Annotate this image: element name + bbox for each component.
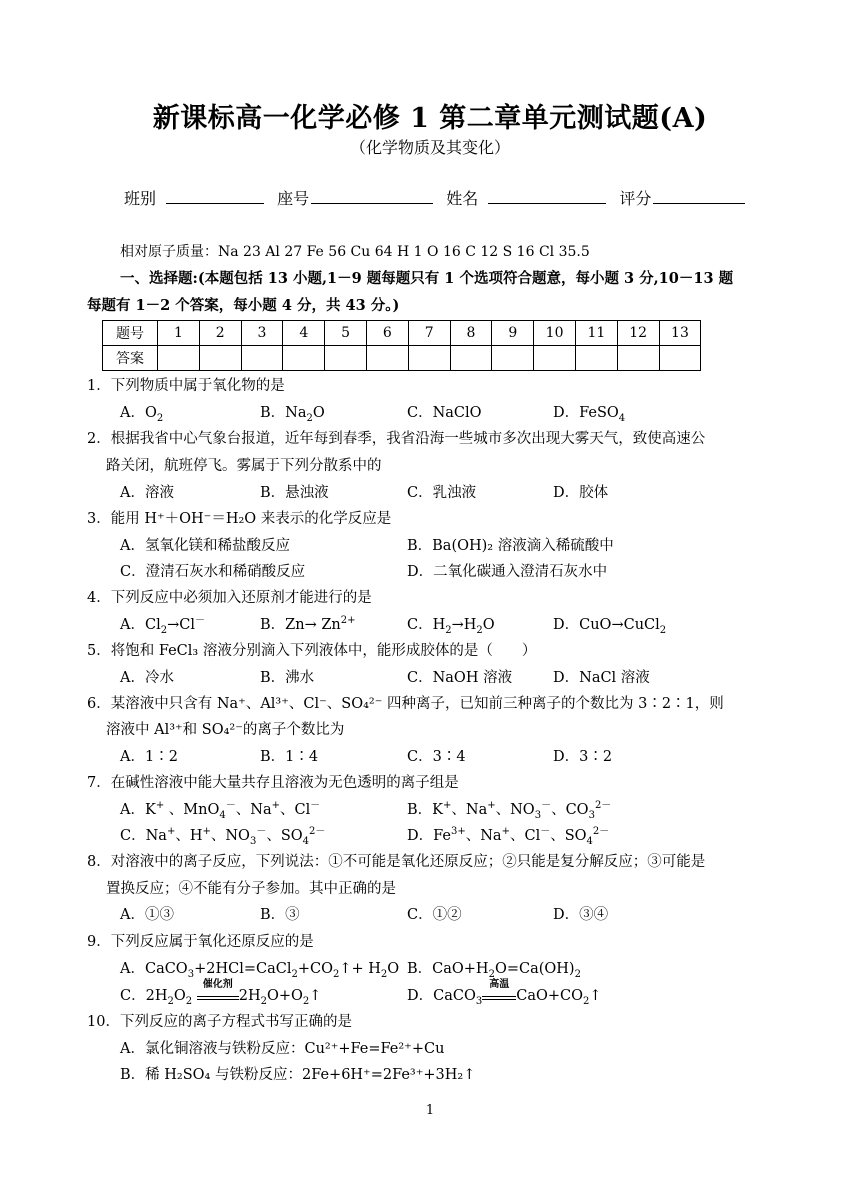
question-number-cell: 11 (575, 321, 617, 346)
question-9: 9．下列反应属于氧化还原反应的是 (87, 934, 314, 950)
question-10: 10．下列反应的离子方程式书写正确的是 (87, 1014, 352, 1030)
question-4: 4．下列反应中必须加入还原剂才能进行的是 (87, 590, 372, 606)
q7-option-d: D．$Fe^{3+}$、Na+、Cl－、$SO_4^{2-}$ (407, 826, 610, 847)
q7-option-b: B．K+、Na+、$NO_3^-$、$CO_3^{2-}$ (407, 800, 612, 821)
answer-cell[interactable] (158, 346, 200, 371)
condition-equals-sign (482, 996, 516, 1000)
high-temp-label: 高温 (489, 979, 510, 990)
question-number-label: 题号 (103, 321, 158, 346)
question-number-cell: 12 (617, 321, 659, 346)
question-number-cell: 9 (492, 321, 534, 346)
q4-option-c: C．$H_2\to H_2O$ (407, 617, 495, 636)
catalyst-condition (197, 979, 239, 1000)
condition-equals-sign (197, 996, 239, 1000)
q4-option-a: A．$Cl_2\to Cl^-$ (120, 615, 205, 636)
q8-option-d: D．③④ (553, 907, 609, 923)
high-temp-condition (482, 979, 516, 1000)
question-2-line2: 路关闭，航班停飞。雾属于下列分散系中的 (106, 458, 382, 474)
q9-option-d: D．CaCO$_3$ 高温 $CaO+CO_2↑$ (407, 986, 602, 1006)
name-label: 姓名 (446, 189, 479, 208)
section1-heading-1: 一、选择题:(本题包括 13 小题,1－9 题每题只有 1 个选项符合题意，每小题 3 分,10－13 题 (120, 270, 734, 287)
answer-cell[interactable] (534, 346, 576, 371)
q5-option-b: B．沸水 (260, 670, 315, 686)
name-field[interactable] (488, 186, 606, 204)
question-7: 7．在碱性溶液中能大量共存且溶液为无色透明的离子组是 (87, 775, 459, 791)
question-8-line2: 置换反应；④不能有分子参加。其中正确的是 (106, 881, 396, 897)
catalyst-label: 催化剂 (202, 979, 233, 990)
q6-option-d: D．3∶2 (553, 749, 613, 765)
answer-cell[interactable] (325, 346, 367, 371)
q4-option-d: D．CuO→CuCl$_2$ (553, 617, 667, 636)
question-2-line1: 2．根据我省中心气象台报道，近年每到春季，我省沿海一些城市多次出现大雾天气，致使高速公 (87, 431, 706, 447)
answer-table-answer-row (103, 346, 701, 371)
question-number-cell: 13 (659, 321, 701, 346)
question-5: 5．将饱和 FeCl₃ 溶液分别滴入下列液体中，能形成胶体的是（ ） (87, 643, 537, 659)
q3-option-d: D．二氧化碳通入澄清石灰水中 (407, 564, 608, 580)
q7-option-a: A．K+ 、MnO$_4$－、Na+、Cl－ (120, 800, 321, 821)
question-number-cell: 2 (199, 321, 241, 346)
q9-option-a: A．$CaCO_3+2HCl=CaCl_2+CO_2↑+ H_2O$ (120, 961, 400, 980)
answer-cell[interactable] (283, 346, 325, 371)
q6-option-a: A．1∶2 (120, 749, 178, 765)
q1-option-b: B．$Na_2O$ (260, 405, 325, 424)
answer-cell[interactable] (408, 346, 450, 371)
answer-cell[interactable] (241, 346, 283, 371)
seat-field[interactable] (311, 186, 433, 204)
question-number-cell: 8 (450, 321, 492, 346)
q1-option-d: D．FeSO$_4$ (553, 405, 626, 424)
q1-option-c: C．NaClO (407, 405, 482, 421)
answer-cell[interactable] (492, 346, 534, 371)
question-1: 1．下列物质中属于氧化物的是 (87, 378, 285, 394)
class-field[interactable] (166, 186, 264, 204)
question-6-line2: 溶液中 Al³⁺和 SO₄²⁻的离子个数比为 (106, 722, 345, 738)
score-field[interactable] (653, 186, 745, 204)
q8-option-a: A．①③ (120, 907, 174, 923)
q8-option-b: B．③ (260, 907, 300, 923)
answer-label: 答案 (103, 346, 158, 371)
q3-option-c: C．澄清石灰水和稀硝酸反应 (120, 564, 306, 580)
question-number-cell: 7 (408, 321, 450, 346)
q2-option-c: C．乳浊液 (407, 485, 477, 501)
q6-option-b: B．1∶4 (260, 749, 319, 765)
class-label: 班别 (124, 189, 157, 208)
answer-cell[interactable] (450, 346, 492, 371)
q7-option-c: C．Na+、H+、$NO_3^-$、$SO_4^{2-}$ (120, 826, 326, 847)
question-number-cell: 4 (283, 321, 325, 346)
question-number-cell: 10 (534, 321, 576, 346)
section1-heading-2: 每题有 1－2 个答案，每小题 4 分，共 43 分。) (87, 297, 400, 314)
q4-option-b: B．$Zn\to Zn^{2+}$ (260, 615, 356, 633)
question-number-cell: 5 (325, 321, 367, 346)
question-number-cell: 1 (158, 321, 200, 346)
answer-cell[interactable] (575, 346, 617, 371)
q9-option-b: B．$CaO+H_2O=Ca(OH)_2$ (407, 961, 581, 980)
q3-option-a: A．氢氧化镁和稀盐酸反应 (120, 538, 290, 554)
answer-cell[interactable] (199, 346, 241, 371)
q2-option-a: A．溶液 (120, 485, 174, 501)
score-label: 评分 (619, 189, 652, 208)
q10-option-b: B．稀 H₂SO₄ 与铁粉反应：2Fe+6H⁺=2Fe³⁺+3H₂↑ (120, 1067, 476, 1083)
q1-option-a: A．$O_2$ (120, 405, 164, 424)
q5-option-c: C．NaOH 溶液 (407, 670, 513, 686)
answer-cell[interactable] (617, 346, 659, 371)
answer-table (102, 320, 701, 371)
q10-option-a: A．氯化铜溶液与铁粉反应：Cu²⁺+Fe=Fe²⁺+Cu (120, 1041, 445, 1057)
question-6-line1: 6．某溶液中只含有 Na⁺、Al³⁺、Cl⁻、SO₄²⁻ 四种离子，已知前三种离子的个数比为 3∶2∶1，则 (87, 696, 724, 712)
page-title: 新课标高一化学必修 1 第二章单元测试题(A) (152, 103, 708, 134)
answer-cell[interactable] (366, 346, 408, 371)
q5-option-d: D．NaCl 溶液 (553, 670, 650, 686)
page-subtitle: （化学物质及其变化） (349, 138, 510, 157)
answer-cell[interactable] (659, 346, 701, 371)
q2-option-b: B．悬浊液 (260, 485, 329, 501)
q3-option-b: B．Ba(OH)₂ 溶液滴入稀硫酸中 (407, 538, 614, 554)
question-number-cell: 6 (366, 321, 408, 346)
question-8-line1: 8．对溶液中的离子反应，下列说法：①不可能是氧化还原反应；②只能是复分解反应；③可能是 (87, 854, 706, 870)
question-number-cell: 3 (241, 321, 283, 346)
answer-table-header-row (103, 321, 701, 346)
atomic-mass-line: 相对原子质量：Na 23 Al 27 Fe 56 Cu 64 H 1 O 16 C 12 S 16 Cl 35.5 (120, 244, 590, 260)
q2-option-d: D．胶体 (553, 485, 609, 501)
q9-option-c: C．$2H_2O_2$ 催化剂 $2H_2O+O_2↑$ (120, 986, 321, 1006)
page-number: 1 (425, 1103, 435, 1118)
q8-option-c: C．①② (407, 907, 462, 923)
question-3: 3．能用 H⁺＋OH⁻＝H₂O 来表示的化学反应是 (87, 511, 392, 527)
student-info-row (124, 186, 753, 209)
q5-option-a: A．冷水 (120, 670, 174, 686)
seat-label: 座号 (277, 189, 310, 208)
q6-option-c: C．3∶4 (407, 749, 466, 765)
